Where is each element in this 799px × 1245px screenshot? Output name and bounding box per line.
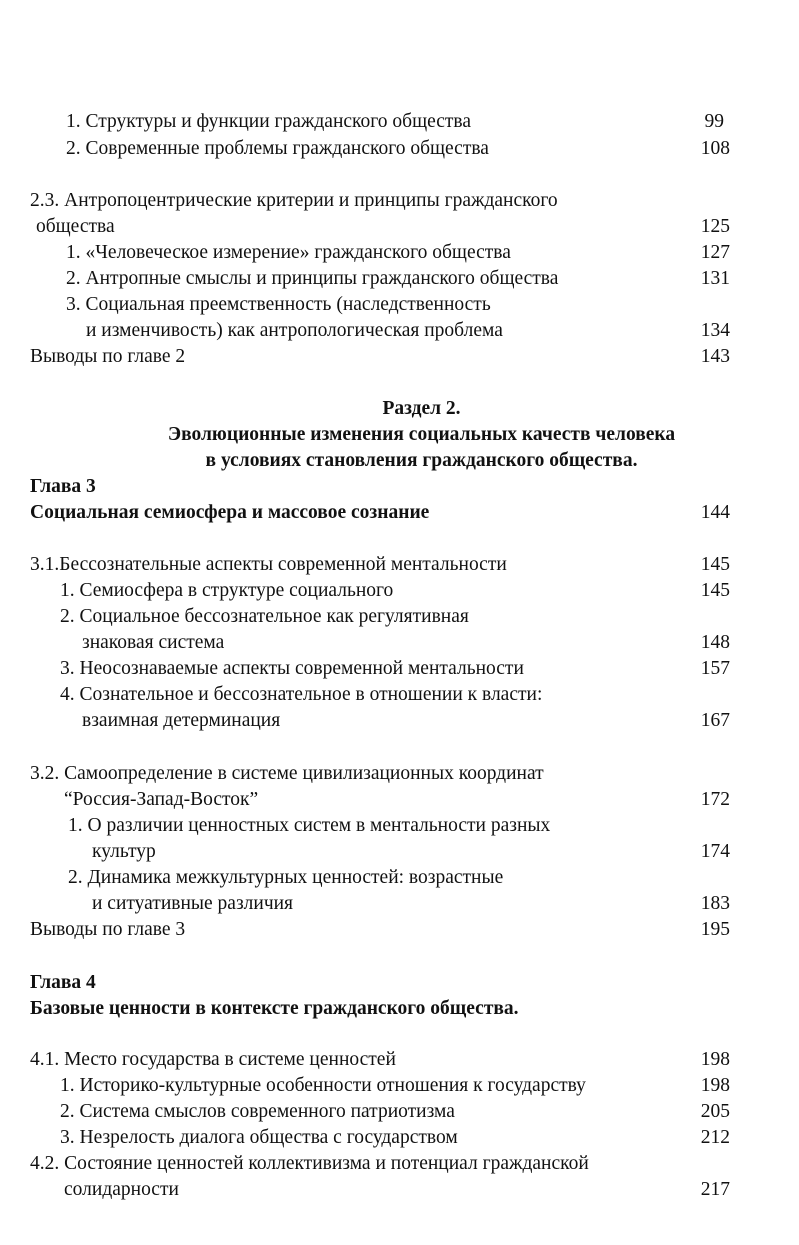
- toc-entry: [30, 917, 730, 943]
- chapter-label: Глава 3: [30, 476, 96, 497]
- toc-entry-label: 2. Социальное бессознательное как регулятивная: [60, 606, 469, 627]
- toc-entry-page: 195: [700, 919, 730, 940]
- toc-entry-label: 1. О различии ценностных систем в ментальности разных: [68, 815, 551, 836]
- toc-entry: [30, 344, 730, 370]
- toc-entry-label: 3. Неосознаваемые аспекты современной ментальности: [60, 658, 524, 679]
- toc-entry-page: 198: [700, 1075, 730, 1096]
- section-subtitle-line: в условиях становления гражданского общества.: [205, 450, 638, 471]
- chapter-heading: [30, 996, 730, 1022]
- toc-entry-label: 4. Сознательное и бессознательное в отношении к власти:: [60, 684, 543, 705]
- toc-entry-label: 1. Историко-культурные особенности отношения к государству: [60, 1075, 586, 1096]
- toc-entry-page: 127: [700, 242, 730, 263]
- toc-entry: [30, 708, 730, 734]
- toc-entry: [30, 318, 730, 344]
- toc-entry: [30, 500, 730, 526]
- toc-entry-label: 2. Современные проблемы гражданского общества: [66, 138, 489, 159]
- toc-entry-label: и изменчивость) как антропологическая проблема: [86, 320, 503, 341]
- toc-entry: [30, 136, 730, 162]
- toc-entry-label: 2. Антропные смыслы и принципы гражданского общества: [66, 268, 559, 289]
- toc-entry: [30, 552, 730, 578]
- chapter-title: Социальная семиосфера и массовое сознание: [30, 502, 430, 523]
- toc-entry-label: 2. Динамика межкультурных ценностей: возрастные: [68, 867, 504, 888]
- toc-entry-label: солидарности: [64, 1179, 179, 1200]
- section-subtitle-line: Эволюционные изменения социальных качеств человека: [167, 424, 676, 445]
- toc-entry-label: 3. Незрелость диалога общества с государством: [60, 1127, 458, 1148]
- toc-entry: [30, 214, 730, 240]
- toc-entry: [30, 787, 730, 813]
- toc-entry: [30, 1177, 730, 1203]
- toc-entry: [30, 813, 730, 839]
- toc-entry: [30, 109, 730, 135]
- toc-entry-page: 145: [700, 580, 730, 601]
- toc-entry-label: 1. Семиосфера в структуре социального: [60, 580, 394, 601]
- toc-entry-label: Выводы по главе 2: [30, 346, 186, 367]
- toc-entry-label: культур: [92, 841, 156, 862]
- toc-entry-page: 205: [700, 1101, 730, 1122]
- toc-entry: [30, 578, 730, 604]
- toc-entry-page: 212: [700, 1127, 730, 1148]
- toc-entry-page: 183: [700, 893, 730, 914]
- toc-entry: [30, 656, 730, 682]
- toc-entry: [30, 1099, 730, 1125]
- toc-entry-label: 3.1.Бессознательные аспекты современной ментальности: [30, 554, 507, 575]
- toc-entry: [30, 240, 730, 266]
- chapter-label: Глава 4: [30, 972, 96, 993]
- toc-entry: [30, 891, 730, 917]
- toc-entry-page: 174: [700, 841, 730, 862]
- toc-entry: [30, 630, 730, 656]
- toc-entry: [30, 761, 730, 787]
- toc-entry: [30, 604, 730, 630]
- toc-entry-label: 3. Социальная преемственность (наследственность: [66, 294, 491, 315]
- toc-entry-page: 131: [700, 268, 730, 289]
- toc-entry-label: 1. Структуры и функции гражданского общества: [66, 111, 472, 132]
- toc-entry: [30, 839, 730, 865]
- toc-entry-page: 145: [700, 554, 730, 575]
- toc-entry: [30, 1047, 730, 1073]
- toc-entry-page: 167: [700, 710, 730, 731]
- toc-entry-page: 99: [704, 111, 724, 132]
- toc-entry-page: 134: [700, 320, 730, 341]
- section-title: Раздел 2.: [382, 398, 461, 419]
- toc-entry-label: Выводы по главе 3: [30, 919, 186, 940]
- toc-entry-label: знаковая система: [82, 632, 225, 653]
- toc-entry-page: 143: [700, 346, 730, 367]
- toc-entry-page: 217: [700, 1179, 730, 1200]
- toc-entry-label: взаимная детерминация: [82, 710, 281, 731]
- toc-entry: [30, 266, 730, 292]
- chapter-heading: [30, 474, 730, 500]
- toc-entry-label: 2. Система смыслов современного патриотизма: [60, 1101, 455, 1122]
- toc-entry-page: 108: [700, 138, 730, 159]
- toc-entry: [30, 292, 730, 318]
- toc-entry-label: “Россия-Запад-Восток”: [64, 789, 259, 810]
- toc-entry-page: 157: [700, 658, 730, 679]
- toc-entry-page: 198: [700, 1049, 730, 1070]
- toc-entry-page: 172: [700, 789, 730, 810]
- toc-entry-label: 4.1. Место государства в системе ценностей: [30, 1049, 396, 1070]
- toc-entry-label: 1. «Человеческое измерение» гражданского общества: [66, 242, 511, 263]
- toc-entry-label: 4.2. Состояние ценностей коллективизма и потенциал гражданской: [30, 1153, 589, 1174]
- toc-entry: [30, 188, 730, 214]
- chapter-heading: [30, 970, 730, 996]
- toc-entry: [30, 1151, 730, 1177]
- toc-entry-page: 125: [700, 216, 730, 237]
- toc-entry: [30, 1073, 730, 1099]
- toc-entry-page: 144: [700, 502, 730, 523]
- toc-entry: [30, 865, 730, 891]
- toc-entry: [30, 1125, 730, 1151]
- toc-entry-label: 2.3. Антропоцентрические критерии и принципы гражданского: [30, 190, 558, 211]
- chapter-title: Базовые ценности в контексте гражданского общества.: [30, 998, 519, 1019]
- toc-entry-label: общества: [36, 216, 115, 237]
- toc-entry-label: 3.2. Самоопределение в системе цивилизационных координат: [30, 763, 544, 784]
- toc-entry-page: 148: [700, 632, 730, 653]
- toc-entry: [30, 682, 730, 708]
- toc-entry-label: и ситуативные различия: [92, 893, 294, 914]
